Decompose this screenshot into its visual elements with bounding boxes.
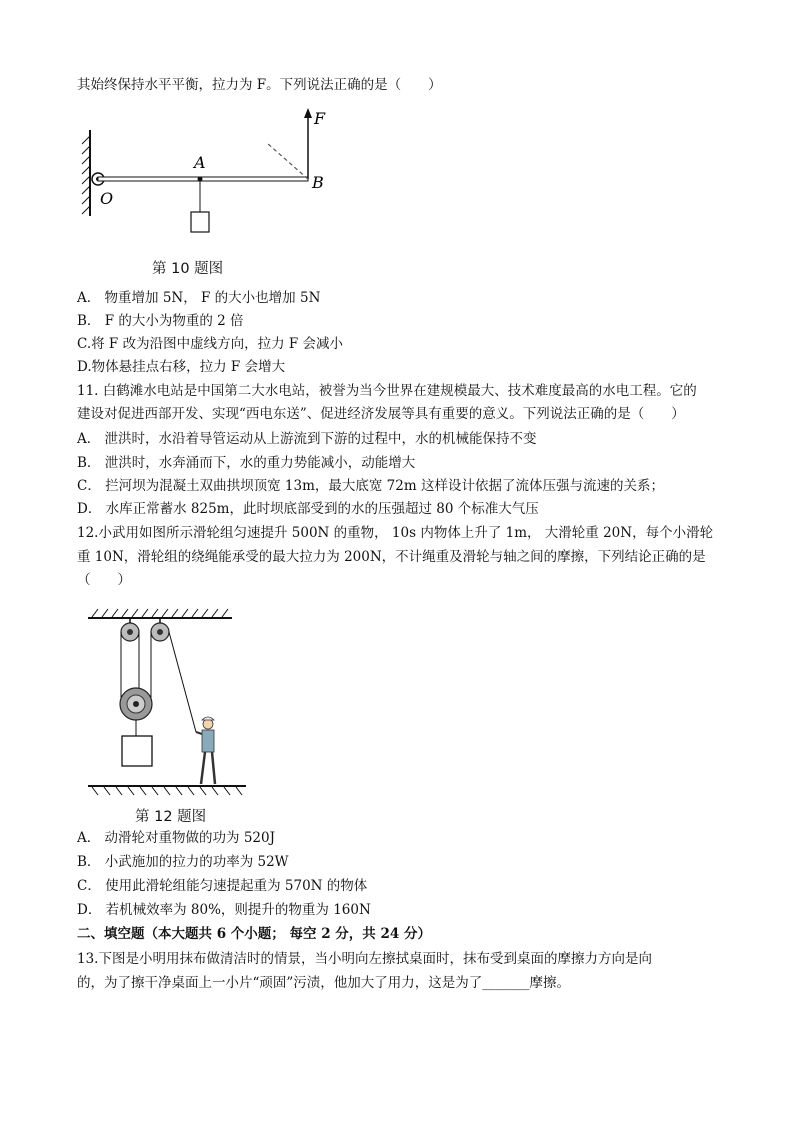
- q10-option-d: D.物体悬挂点右移，拉力 F 会增大: [77, 359, 286, 375]
- q12-stem-line1: 12.小武用如图所示滑轮组匀速提升 500N 的重物， 10s 内物体上升了 1m， 大滑轮重 20N，每个小滑轮: [77, 525, 714, 541]
- label-A: A: [194, 153, 206, 172]
- figure-10-caption: 第 10 题图: [152, 261, 224, 277]
- q13-stem-line1: 13.下图是小明用抹布做清洁时的情景，当小明向左擦拭桌面时，抹布受到桌面的摩擦力方向是向: [77, 951, 652, 967]
- q11-option-a: A． 泄洪时，水沿着导管运动从上游流到下游的过程中，水的机械能保持不变: [77, 431, 537, 447]
- q13-stem-line2: 的，为了擦干净桌面上一小片“顽固”污渍，他加大了用力，这是为了_______摩擦。: [77, 975, 571, 991]
- figure-12-caption: 第 12 题图: [135, 809, 207, 825]
- q11-option-b: B． 泄洪时，水奔涌而下，水的重力势能减小，动能增大: [77, 455, 416, 471]
- q10-option-a: A． 物重增加 5N， F 的大小也增加 5N: [77, 290, 321, 306]
- q10-option-c: C.将 F 改为沿图中虚线方向，拉力 F 会减小: [77, 336, 344, 352]
- q11-stem-line1: 11. 白鹤滩水电站是中国第二大水电站，被誉为当今世界在建规模最大、技术难度最高的水电工程。它的: [77, 383, 697, 399]
- figure-10-lever: [80, 108, 340, 243]
- figure-12-pulley: [84, 604, 254, 800]
- q11-option-c: C． 拦河坝为混凝土双曲拱坝顶宽 13m，最大底宽 72m 这样设计依据了流体压强与流速的关系；: [77, 478, 664, 494]
- q12-option-d: D． 若机械效率为 80%，则提升的物重为 160N: [77, 902, 371, 918]
- section-heading-fill-in: 二、填空题（本大题共 6 个小题； 每空 2 分，共 24 分）: [77, 926, 431, 942]
- q12-stem-line3: （ ）: [77, 572, 131, 588]
- q11-option-d: D． 水库正常蓄水 825m，此时坝底部受到的水的压强超过 80 个标准大气压: [77, 501, 539, 517]
- label-B: B: [312, 173, 324, 192]
- q12-stem-line2: 重 10N，滑轮组的绕绳能承受的最大拉力为 200N，不计绳重及滑轮与轴之间的摩擦，下列结论正确的是: [77, 549, 706, 565]
- q11-stem-line2: 建设对促进西部开发、实现“西电东送”、促进经济发展等具有重要的意义。下列说法正确的是（ ）: [77, 406, 685, 422]
- q12-option-a: A． 动滑轮对重物做的功为 520J: [77, 830, 276, 846]
- q10-option-b: B． F 的大小为物重的 2 倍: [77, 313, 244, 329]
- q10-stem-tail: 其始终保持水平平衡，拉力为 F。下列说法正确的是（ ）: [77, 77, 442, 93]
- q12-option-b: B． 小武施加的拉力的功率为 52W: [77, 854, 289, 870]
- label-F: F: [314, 109, 326, 128]
- q12-option-c: C． 使用此滑轮组能匀速提起重为 570N 的物体: [77, 878, 368, 894]
- label-O: O: [100, 189, 114, 208]
